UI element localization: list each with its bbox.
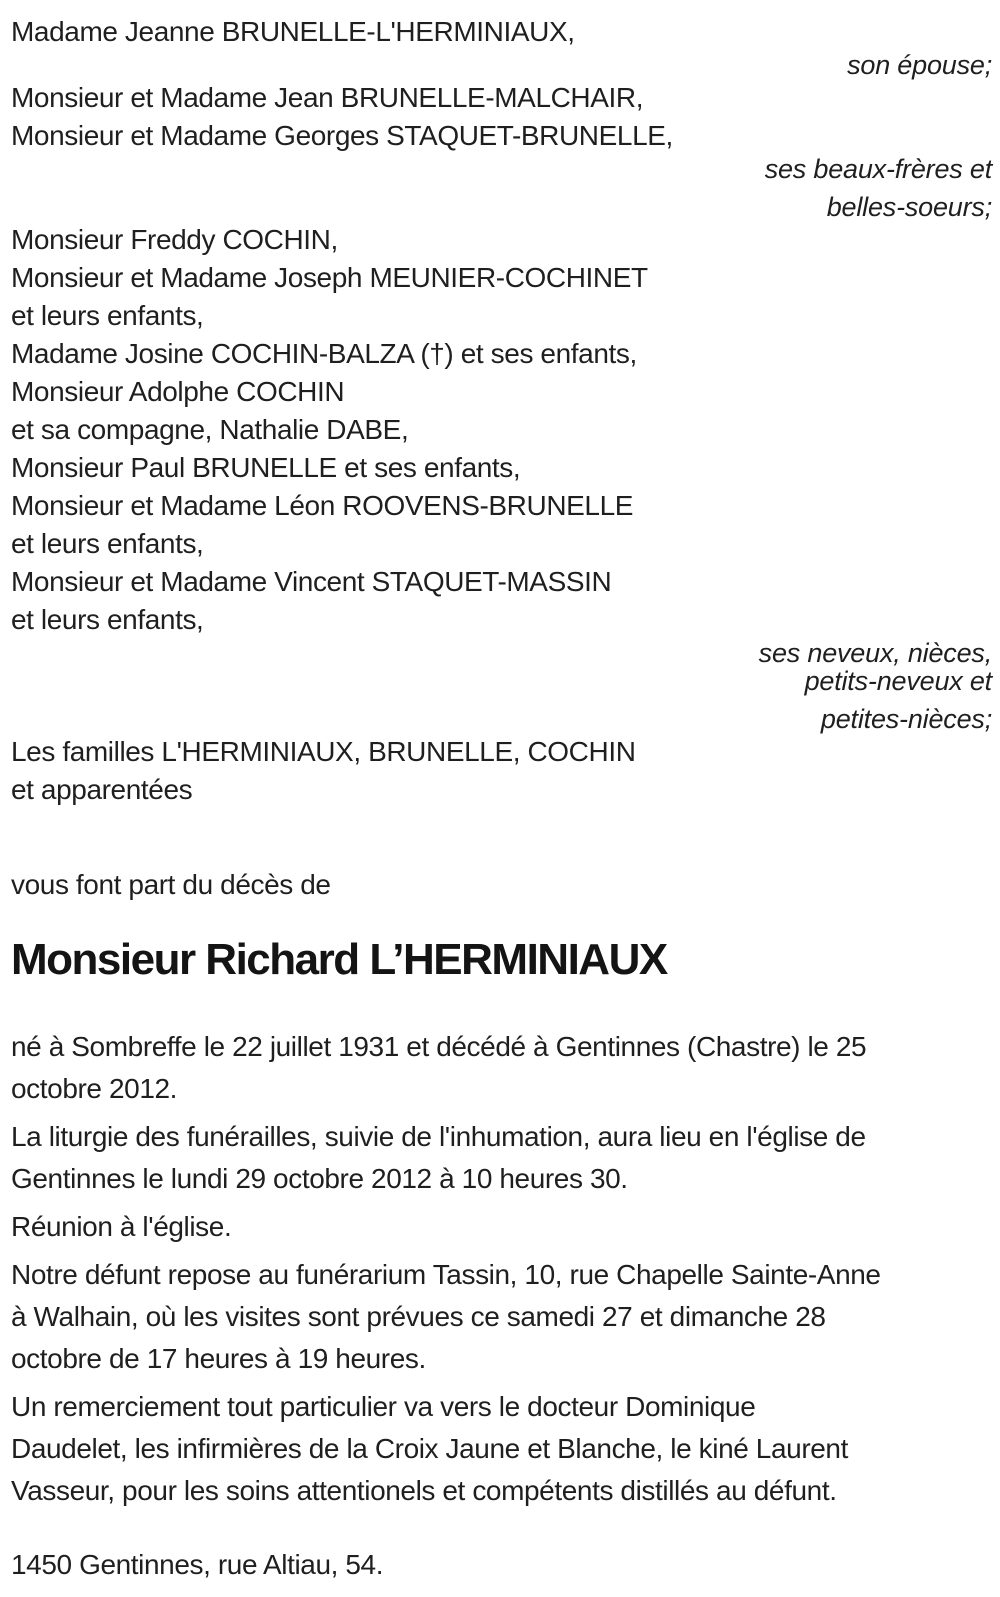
family-member-line: Monsieur et Madame Joseph MEUNIER-COCHINET — [11, 262, 648, 293]
detail-paragraph-line: Daudelet, les infirmières de la Croix Jaune et Blanche, le kiné Laurent — [11, 1433, 848, 1464]
family-member-line: Madame Josine COCHIN-BALZA (†) et ses enfants, — [11, 338, 637, 369]
detail-paragraph-line: Vasseur, pour les soins attentionels et compétents distillés au défunt. — [11, 1475, 837, 1506]
relation-label: belles-soeurs; — [826, 192, 992, 222]
relation-group — [11, 193, 992, 221]
family-member-line: et leurs enfants, — [11, 604, 204, 635]
family-member-line: et leurs enfants, — [11, 528, 204, 559]
relation-block — [11, 51, 992, 79]
family-member-line: et leurs enfants, — [11, 300, 204, 331]
detail-paragraph — [11, 1386, 992, 1512]
detail-paragraph-line: Réunion à l'église. — [11, 1211, 232, 1242]
family-member-line: Monsieur Paul BRUNELLE et ses enfants, — [11, 452, 521, 483]
family-member-line: Monsieur Adolphe COCHIN — [11, 376, 345, 407]
relation-label: petites-nièces; — [820, 704, 992, 734]
deceased-name-title: Monsieur Richard L’HERMINIAUX — [11, 935, 667, 984]
detail-paragraph-line: octobre 2012. — [11, 1073, 178, 1104]
detail-paragraph — [11, 1026, 992, 1110]
family-member-line: Les familles L'HERMINIAUX, BRUNELLE, COCHIN — [11, 736, 636, 767]
detail-paragraph-line: Un remerciement tout particulier va vers le docteur Dominique — [11, 1391, 756, 1422]
detail-paragraph-line: Gentinnes le lundi 29 octobre 2012 à 10 heures 30. — [11, 1163, 628, 1194]
relation-label: ses neveux, nièces, — [758, 638, 992, 668]
detail-paragraph — [11, 1254, 992, 1380]
relation-label: petits-neveux et — [804, 666, 992, 696]
family-member-line: Monsieur et Madame Léon ROOVENS-BRUNELLE — [11, 490, 634, 521]
detail-paragraph — [11, 1206, 992, 1248]
family-member-line: et sa compagne, Nathalie DABE, — [11, 414, 409, 445]
detail-paragraph-line: à Walhain, où les visites sont prévues ce samedi 27 et dimanche 28 — [11, 1301, 826, 1332]
detail-paragraph-line: né à Sombreffe le 22 juillet 1931 et décédé à Gentinnes (Chastre) le 25 — [11, 1031, 867, 1062]
relation-group — [11, 705, 992, 733]
family-member-line: Monsieur et Madame Georges STAQUET-BRUNELLE, — [11, 120, 673, 151]
announcement-intro-line: vous font part du décès de — [11, 869, 331, 900]
family-member-line: Monsieur et Madame Jean BRUNELLE-MALCHAIR, — [11, 82, 644, 113]
address-line: 1450 Gentinnes, rue Altiau, 54. — [11, 1549, 384, 1580]
family-member-line: et apparentées — [11, 774, 193, 805]
detail-paragraph-line: octobre de 17 heures à 19 heures. — [11, 1343, 426, 1374]
relation-block — [11, 155, 992, 221]
relation-block — [11, 639, 992, 733]
relation-label: ses beaux-frères et — [764, 154, 992, 184]
detail-paragraph-line: Notre défunt repose au funérarium Tassin, 10, rue Chapelle Sainte-Anne — [11, 1259, 881, 1290]
relation-group — [11, 51, 992, 79]
family-member-line: Monsieur et Madame Vincent STAQUET-MASSIN — [11, 566, 612, 597]
relation-group — [11, 639, 992, 695]
relation-label: son épouse; — [847, 50, 992, 80]
detail-paragraph — [11, 1116, 992, 1200]
family-member-line: Monsieur Freddy COCHIN, — [11, 224, 338, 255]
relation-group — [11, 155, 992, 183]
family-member-line: Madame Jeanne BRUNELLE-L'HERMINIAUX, — [11, 16, 575, 47]
funeral-details-section — [11, 1026, 992, 1512]
family-list-section — [11, 13, 992, 809]
detail-paragraph-line: La liturgie des funérailles, suivie de l'inhumation, aura lieu en l'église de — [11, 1121, 866, 1152]
